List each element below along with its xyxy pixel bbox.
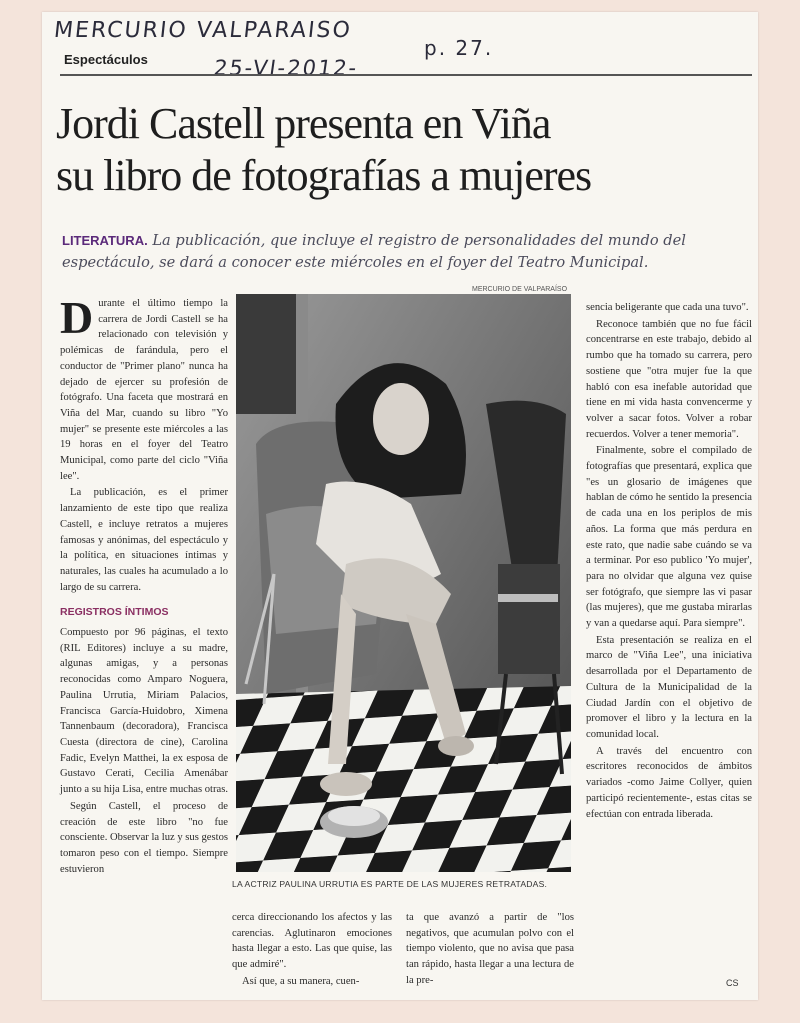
section-rule — [60, 74, 752, 76]
article-paragraph-3: Compuesto por 96 páginas, el texto (RIL Editores) incluye a su madre, algunas amigas, y a personas reconocidas como Amparo Noguera, Paulina Urrutia, Miriam Palacios, Francisca García-Huidobro, Ximena Tannenbaum (decoradora), Francisca Cuesta (directora de cine), Carolina Fadic, Evelyn Matthei, la ex esposa de Gustavo Cerati, Cecilia Amenábar junto a su hija Lisa, entre muchas otras. — [60, 627, 228, 796]
subhead-registros: REGISTROS ÍNTIMOS — [60, 606, 169, 619]
article-column-2 — [232, 910, 392, 991]
article-col4-paragraph-5: A través del encuentro con escritores reconocidos de ámbitos variados -como Jaime Collyer, quien participó recientemente-, estas citas se efectúan con entrada liberada. — [586, 745, 752, 820]
article-column-4 — [586, 300, 752, 823]
lede-tag: LITERATURA. — [62, 233, 148, 248]
handwritten-date: 25-VI-2012- — [212, 56, 360, 80]
handwritten-source: MERCURIO VALPARAISO — [52, 18, 354, 43]
lede-text: La publicación, que incluye el registro de personalidades del mundo del espectáculo, se dará a conocer este miércoles en el foyer del Teatro Municipal. — [62, 232, 686, 271]
headline — [56, 98, 756, 202]
article-col4-paragraph-1: sencia beligerante que cada una tuvo". — [586, 302, 749, 313]
article-paragraph-2: La publicación, es el primer lanzamiento de este tipo que realiza Castell, e incluye retratos a mujeres famosas y anónimas, del espectáculo y la política, en situaciones íntimas y naturales, las cuales ha acumulado a lo largo de su carrera. — [60, 487, 228, 593]
section-label: Espectáculos — [64, 52, 148, 67]
article-column-1 — [60, 292, 228, 878]
article-col2-paragraph-2: Así que, a su manera, cuen- — [242, 975, 360, 987]
photo-caption: LA ACTRIZ PAULINA URRUTIA ES PARTE DE LAS MUJERES RETRATADAS. — [232, 879, 548, 889]
article-paragraph-4: Según Castell, el proceso de creación de este libro "no fue consciente. Observar la luz y sus gestos tomaron peso con el tiempo. Siempre estuvieron — [60, 800, 228, 875]
headline-line-1: Jordi Castell presenta en Viña — [56, 99, 551, 148]
end-mark: CS — [726, 978, 739, 988]
lede — [62, 230, 752, 274]
article-col4-paragraph-4: Esta presentación se realiza en el marco de "Viña Lee", una iniciativa desarrollada por el Departamento de Cultura de la Municipalidad de la Ciudad Jardín con el objetivo de promover el libro y la lectura en la comunidad local. — [586, 634, 752, 740]
photo-credit: MERCURIO DE VALPARAÍSO — [472, 286, 568, 293]
article-col3-paragraph: ta que avanzó a partir de "los negativos, que acumulan polvo con el tiempo violento, que no avisa que pasa tan rápido, hasta llegar a una lectura de la pre- — [406, 912, 574, 986]
newspaper-clipping — [42, 12, 758, 1000]
article-col4-paragraph-3: Finalmente, sobre el compilado de fotografías que presentará, explica que "es un glosario de imágenes que hablan de cómo he sentido la presencia de cada una en los periplos de mis años. La forma que más perdura en este rato, que nadie sabe cuándo se va a terminar. Por eso publico 'Yo mujer', para no olvidar que alguna vez quise ser fotógrafo, que siempre las vi pasar (las mujeres), que me gustaba mirarlas y van a quedarse aquí. Para siempre". — [586, 445, 752, 630]
drop-cap: D — [60, 292, 94, 343]
headline-line-2: su libro de fotografías a mujeres — [56, 151, 592, 200]
photo-actress — [236, 294, 571, 872]
article-paragraph-1: Durante el último tiempo la carrera de Jordi Castell se ha relacionado con televisión y polémicas de farándula, pero el conductor de "Primer plano" nunca ha dejado de ejercer su profesión de fotógrafo. Una faceta que mostrará en Viña del Mar, cuando su libro "Yo mujer" se presente este miércoles a las 19 horas en el foyer del Teatro Municipal, como parte del ciclo "Viña lee". — [60, 292, 228, 482]
photo-illustration — [236, 294, 571, 872]
article-column-3 — [406, 910, 574, 990]
article-col2-paragraph: cerca direccionando los afectos y las carencias. Aglutinaron emociones hasta llegar a esto. Las que quise, las que admiré". — [232, 912, 392, 971]
handwritten-page: p. 27. — [424, 36, 494, 60]
article-col4-paragraph-2: Reconoce también que no fue fácil concentrarse en este trabajo, debido al rumbo que ha tomado su carrera, pero sostiene que "otra mujer fue la que habló con esa inefable autoridad que tiene en mi vida hasta convencerme y volver a sacar fotos. Volver a robar recuerdos. Volver a tener memoria". — [586, 318, 752, 440]
